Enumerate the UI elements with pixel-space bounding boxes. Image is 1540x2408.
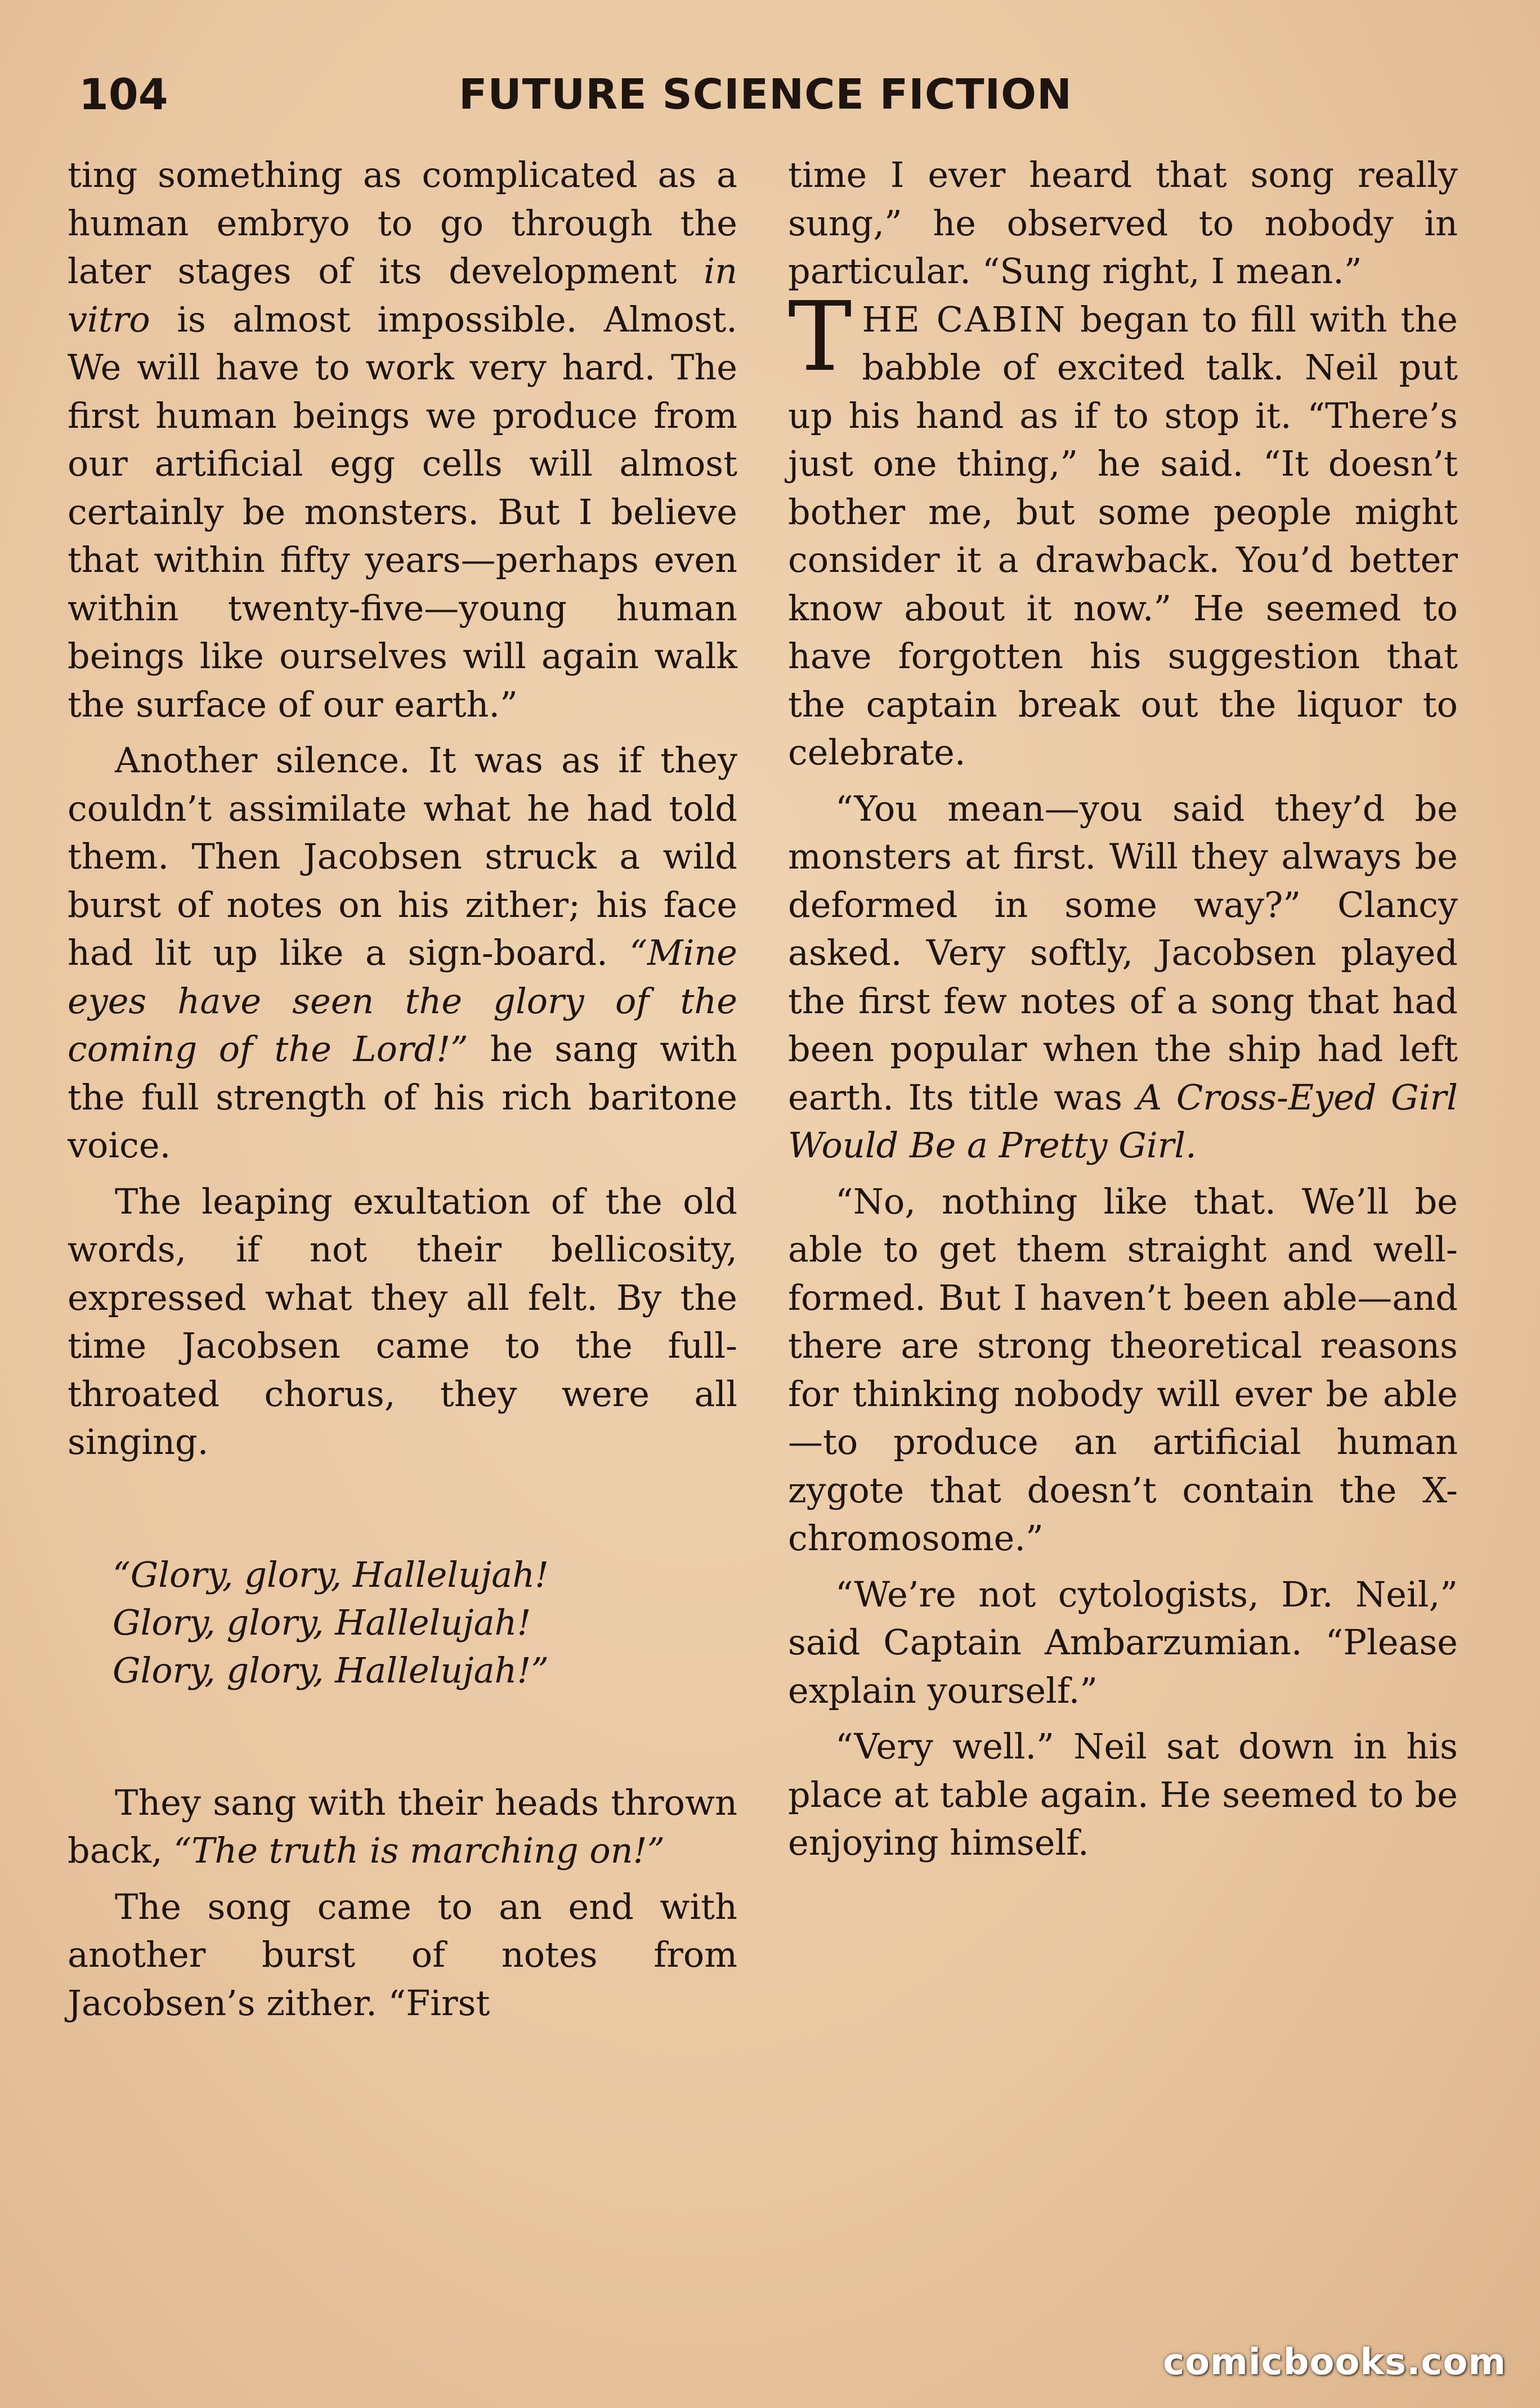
paragraph: The song came to an end with another burst of notes from Jacobsen’s zither. “First xyxy=(68,1886,737,2024)
verse-line: Glory, glory, Hallelujah!” xyxy=(113,1649,549,1691)
drop-cap: T xyxy=(788,281,852,393)
paragraph-text: began to fill with the babble of excited talk. Neil put up his hand as if to stop it. “There’s just one thing,” he said. “It doesn’t bother me, but some people might consider it a drawback. You’d better know about it now.” He seemed to have forgotten his suggestion that the captain break out the liquor to celebrate. xyxy=(788,298,1458,773)
song-verse xyxy=(113,1551,737,1694)
page-header xyxy=(0,62,1540,129)
paragraph-text: he sang with the full strength of his rich baritone voice. xyxy=(68,1028,737,1166)
italic-phrase: “Mine eyes have seen the glory of the coming of the Lord!” xyxy=(68,932,737,1069)
page-number: 104 xyxy=(79,69,168,119)
paragraph-text: They sang with their heads thrown back, xyxy=(68,1782,737,1871)
paragraph: “No, nothing like that. We’ll be able to get them straight and well-formed. But I haven’t been able—and there are strong theoretical reasons for thinking nobody will ever be able—to produce an artificial human zygote that doesn’t contain the X-chromosome.” xyxy=(788,1180,1458,1559)
italic-phrase: in vitro xyxy=(68,250,737,340)
italic-title: A Cross-Eyed Girl Would Be a Pretty Girl. xyxy=(788,1076,1458,1166)
paragraph-text: “You mean—you said they’d be monsters at first. Will they always be deformed in some way?” Clancy asked. Very softly, Jacobsen played the first few notes of a song that had been popular when the ship had left earth. Its title was xyxy=(788,787,1458,1118)
paragraph-text: Another silence. It was as if they couldn’t assimilate what he had told them. Then Jacobsen struck a wild burst of notes on his zither; his face had lit up like a sign-board. xyxy=(68,740,737,973)
section-start-paragraph xyxy=(788,281,1458,777)
paragraph: The leaping exultation of the old words, if not their bellicosity, expressed what they all felt. By the time Jacobsen came to the full-throated chorus, they were all singing. xyxy=(68,1180,737,1462)
paragraph-text: ting something as complicated as a human embryo to go through the later stages of its development xyxy=(68,154,737,292)
paragraph: time I ever heard that song really sung,” he observed to nobody in particular. “Sung right, I mean.” xyxy=(788,154,1458,292)
paragraph-text: is almost impossible. Almost. We will have to work very hard. The first human beings we produce from our artificial egg cells will almost certainly be monsters. But I believe that within fifty years—perhaps even within twenty-five—young human beings like ourselves will again walk the surface of our earth.” xyxy=(68,298,737,725)
left-column xyxy=(68,151,737,2027)
paragraph xyxy=(68,151,737,728)
source-watermark: comicbooks.com xyxy=(1163,2342,1506,2383)
paragraph xyxy=(68,1779,737,1875)
paragraph xyxy=(68,736,737,1170)
paragraph: “We’re not cytologists, Dr. Neil,” said Captain Ambarzumian. “Please explain yourself.” xyxy=(788,1573,1458,1711)
verse-line: Glory, glory, Hallelujah! xyxy=(113,1601,531,1643)
paragraph xyxy=(788,785,1458,1170)
right-column xyxy=(788,151,1458,1867)
running-title: FUTURE SCIENCE FICTION xyxy=(459,70,1072,119)
paragraph: “Very well.” Neil sat down in his place at table again. He seemed to be enjoying himself. xyxy=(788,1726,1458,1863)
lead-in-caps: HE CABIN xyxy=(862,298,1067,340)
verse-line: “Glory, glory, Hallelujah! xyxy=(113,1554,549,1595)
italic-phrase: “The truth is marching on!” xyxy=(173,1830,665,1871)
